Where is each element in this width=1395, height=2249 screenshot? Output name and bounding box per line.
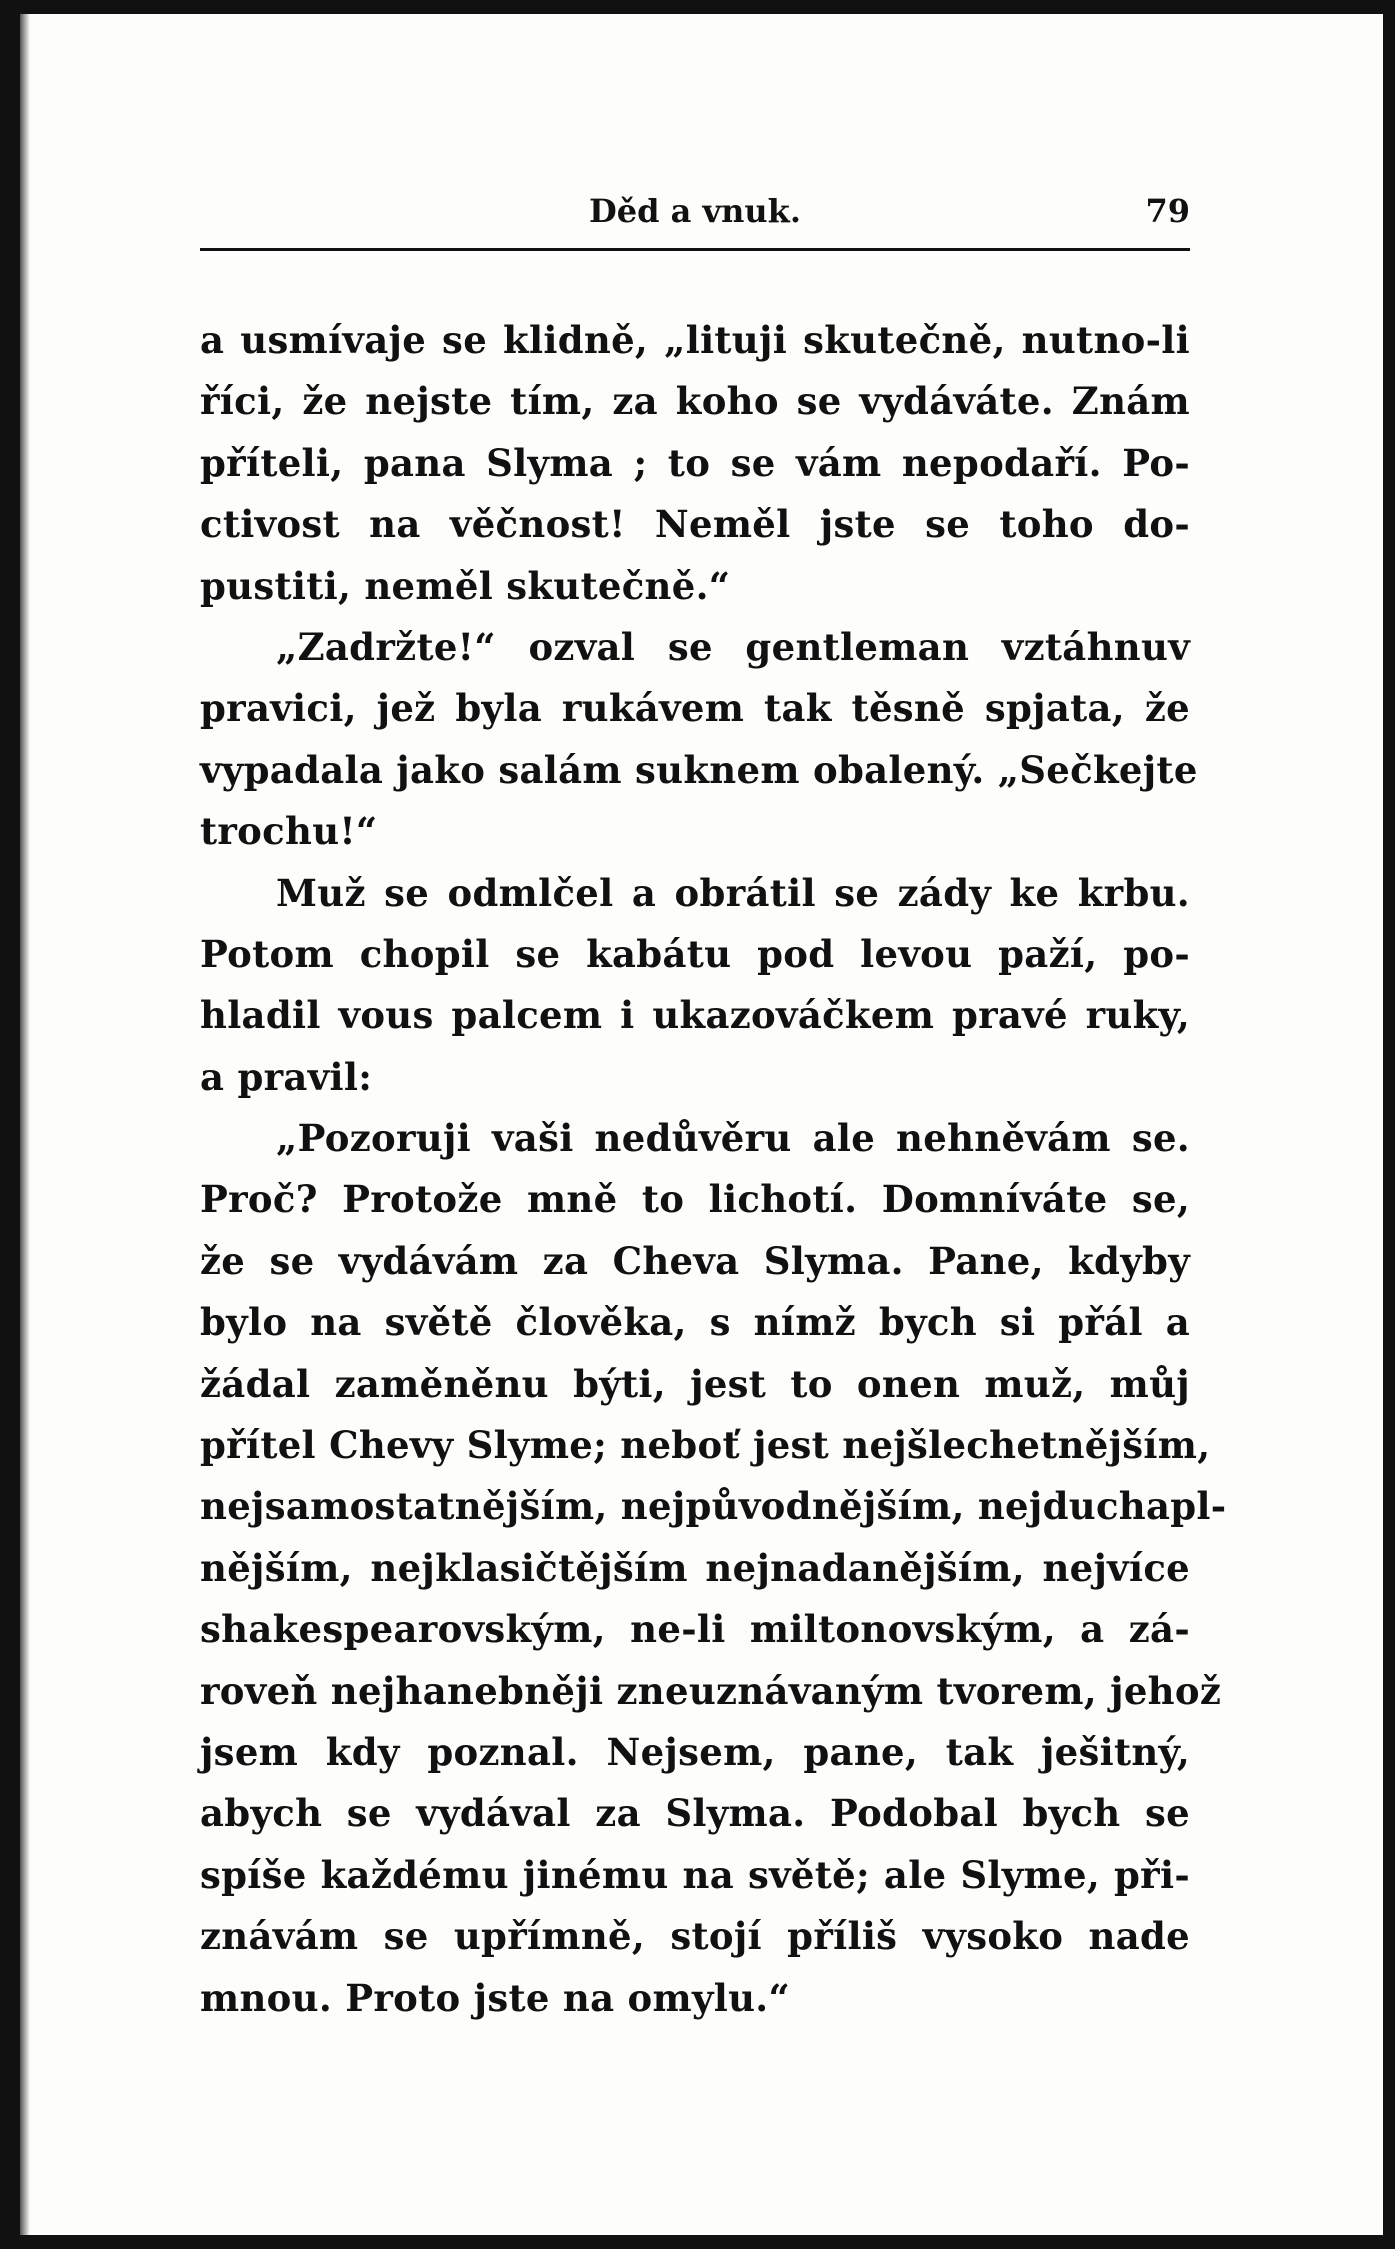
text-line: bylo na světě člověka, s nímž bych si přál a bbox=[200, 1300, 1190, 1345]
text-line: hladil vous palcem i ukazováčkem pravé ruky, bbox=[200, 993, 1190, 1038]
text-line: Muž se odmlčel a obrátil se zády ke krbu. bbox=[276, 870, 1190, 915]
page-header bbox=[200, 180, 1190, 240]
binding-shadow bbox=[20, 14, 30, 2235]
text-line: pustiti, neměl skutečně.“ bbox=[200, 563, 731, 608]
text-line: „Zadržte!“ ozval se gentleman vztáhnuv bbox=[276, 624, 1190, 669]
text-line: vypadala jako salám suknem obalený. „Sečkejte bbox=[200, 747, 1198, 792]
text-line: a usmívaje se klidně, „lituji skutečně, nutno-li bbox=[200, 318, 1190, 362]
text-line: jsem kdy poznal. Nejsem, pane, tak ješitný, bbox=[200, 1729, 1190, 1774]
text-line: a pravil: bbox=[200, 1054, 373, 1099]
text-line: roveň nejhanebněji zneuznávaným tvorem, jehož bbox=[200, 1668, 1222, 1713]
text-line: Proč? Protože mně to lichotí. Domníváte se, bbox=[200, 1177, 1190, 1222]
text-line: trochu!“ bbox=[200, 809, 378, 854]
text-line: abych se vydával za Slyma. Podobal bych se bbox=[200, 1791, 1190, 1836]
text-line: nejsamostatnějším, nejpůvodnějším, nejduchapl- bbox=[200, 1484, 1227, 1529]
body-text bbox=[200, 310, 1227, 2029]
book-page bbox=[200, 180, 1227, 2020]
text-line: nějším, nejklasičtějším nejnadanějším, nejvíce bbox=[200, 1545, 1190, 1590]
text-line: spíše každému jinému na světě; ale Slyme, při- bbox=[200, 1852, 1190, 1897]
text-line: ctivost na věčnost! Neměl jste se toho do- bbox=[200, 502, 1190, 547]
text-line: znávám se upřímně, stojí příliš vysoko nade bbox=[200, 1914, 1190, 1959]
text-line: příteli, pana Slyma ; to se vám nepodaří. Po- bbox=[200, 440, 1190, 485]
running-title: Děd a vnuk. bbox=[589, 192, 801, 230]
text-line: „Pozoruji vaši nedůvěru ale nehněvám se. bbox=[276, 1116, 1190, 1161]
page-number: 79 bbox=[1145, 192, 1190, 230]
text-line: že se vydávám za Cheva Slyma. Pane, kdyby bbox=[200, 1238, 1190, 1283]
header-rule bbox=[200, 248, 1190, 251]
text-line: říci, že nejste tím, za koho se vydáváte. Znám bbox=[200, 379, 1190, 424]
text-line: shakespearovským, ne-li miltonovským, a zá- bbox=[200, 1607, 1190, 1652]
text-line: Potom chopil se kabátu pod levou paží, po- bbox=[200, 931, 1190, 976]
text-line: přítel Chevy Slyme; neboť jest nejšlechetnějším, bbox=[200, 1423, 1211, 1468]
text-line: pravici, jež byla rukávem tak těsně spjata, že bbox=[200, 686, 1190, 731]
text-line: žádal zaměněnu býti, jest to onen muž, můj bbox=[200, 1361, 1190, 1406]
text-line: mnou. Proto jste na omylu.“ bbox=[200, 1975, 791, 2020]
